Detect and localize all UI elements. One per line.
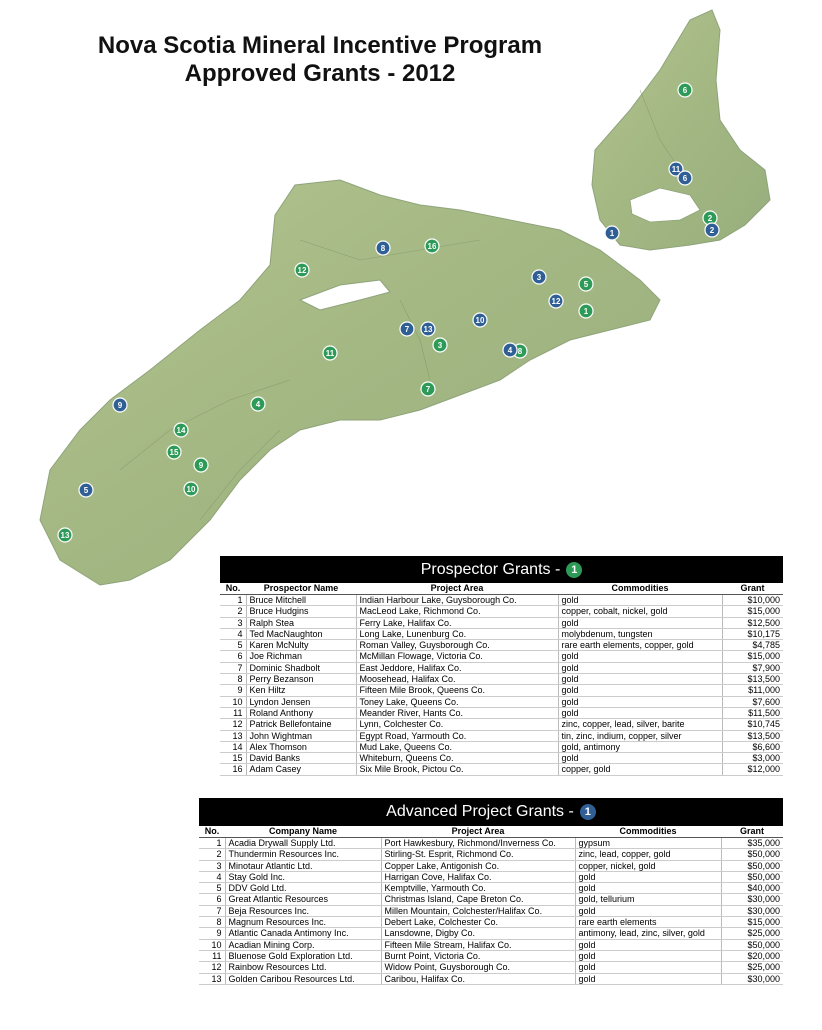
map-marker-prospector[interactable] [421,382,435,396]
cell-project-area: Toney Lake, Queens Co. [356,696,558,707]
table-row [199,928,783,939]
map-marker-label: 6 [682,174,688,183]
cell-project-area: Egypt Road, Yarmouth Co. [356,730,558,741]
cell-name: Alex Thomson [246,741,356,752]
cell-number: 4 [199,871,225,882]
cell-grant: $15,000 [722,606,783,617]
map-title [30,32,610,88]
map-marker-prospector[interactable] [579,277,593,291]
cell-name: Ted MacNaughton [246,628,356,639]
map-marker-label: 13 [423,325,433,334]
map-marker-label: 8 [517,347,523,356]
prospector-badge-icon: 1 [566,562,582,578]
cell-commodities: gold [575,883,721,894]
map-marker-prospector[interactable] [579,304,593,318]
cell-grant: $12,500 [722,617,783,628]
map-marker-advanced[interactable] [421,322,435,336]
advanced-grants-title: Advanced Project Grants - [386,803,574,820]
table-row [220,674,783,685]
cell-commodities: gold [558,651,722,662]
cell-number: 5 [199,883,225,894]
cell-project-area: Widow Point, Guysborough Co. [381,962,575,973]
table-row [220,696,783,707]
map-marker-prospector[interactable] [184,482,198,496]
cell-project-area: Roman Valley, Guysborough Co. [356,640,558,651]
table-row [220,617,783,628]
cell-number: 9 [220,685,246,696]
table-row [220,719,783,730]
cell-commodities: gold [558,662,722,673]
cell-number: 10 [199,939,225,950]
map-marker-label: 8 [380,244,386,253]
cell-commodities: gold, tellurium [575,894,721,905]
map-marker-advanced[interactable] [113,398,127,412]
cell-number: 8 [220,674,246,685]
map-marker-label: 7 [404,325,410,334]
cell-number: 5 [220,640,246,651]
table-row [199,883,783,894]
cell-grant: $25,000 [721,962,783,973]
cell-grant: $30,000 [721,973,783,984]
cell-commodities: gold [558,674,722,685]
table-row [199,905,783,916]
column-header: Grant [721,826,783,838]
cell-project-area: Caribou, Halifax Co. [381,973,575,984]
cell-number: 8 [199,917,225,928]
cell-grant: $50,000 [721,871,783,882]
column-header: No. [220,583,246,595]
cell-project-area: East Jeddore, Halifax Co. [356,662,558,673]
table-row [220,651,783,662]
cell-grant: $12,000 [722,764,783,775]
map-marker-label: 3 [437,341,443,350]
table-row [220,685,783,696]
cell-project-area: Lansdowne, Digby Co. [381,928,575,939]
cell-commodities: gold [575,962,721,973]
cell-name: Acadia Drywall Supply Ltd. [225,838,381,849]
cell-grant: $6,600 [722,741,783,752]
table-row [220,606,783,617]
table-row [220,741,783,752]
cell-commodities: copper, cobalt, nickel, gold [558,606,722,617]
cell-commodities: gold [575,973,721,984]
table-row [220,662,783,673]
cell-grant: $50,000 [721,860,783,871]
cell-number: 2 [199,849,225,860]
cell-number: 1 [220,595,246,606]
table-row [220,628,783,639]
column-header: No. [199,826,225,838]
advanced-badge-icon: 1 [580,804,596,820]
map-marker-label: 14 [176,426,186,435]
cell-name: Bluenose Gold Exploration Ltd. [225,950,381,961]
map-marker-label: 3 [536,273,542,282]
advanced-grants-header [199,798,783,826]
column-header: Prospector Name [246,583,356,595]
cell-project-area: Six Mile Brook, Pictou Co. [356,764,558,775]
cell-grant: $13,500 [722,730,783,741]
map-marker-label: 6 [682,86,688,95]
cell-project-area: Whiteburn, Queens Co. [356,753,558,764]
cell-number: 14 [220,741,246,752]
cell-number: 6 [199,894,225,905]
cell-grant: $30,000 [721,894,783,905]
map-marker-label: 2 [709,226,715,235]
table-row [199,849,783,860]
cell-commodities: gold, antimony [558,741,722,752]
map-marker-advanced[interactable] [376,241,390,255]
cell-commodities: gold [575,871,721,882]
column-header: Company Name [225,826,381,838]
prospector-grants-title: Prospector Grants - [420,560,561,578]
cell-grant: $35,000 [721,838,783,849]
cell-project-area: Ferry Lake, Halifax Co. [356,617,558,628]
cell-commodities: zinc, lead, copper, gold [575,849,721,860]
cell-project-area: Indian Harbour Lake, Guysborough Co. [356,595,558,606]
map-marker-label: 2 [707,214,713,223]
cell-project-area: Harrigan Cove, Halifax Co. [381,871,575,882]
map-marker-label: 1 [583,307,589,316]
cell-commodities: copper, gold [558,764,722,775]
cell-grant: $30,000 [721,905,783,916]
cell-number: 13 [199,973,225,984]
map-marker-label: 12 [297,266,307,275]
cell-number: 4 [220,628,246,639]
cell-grant: $4,785 [722,640,783,651]
cell-name: Magnum Resources Inc. [225,917,381,928]
map-marker-label: 11 [671,165,681,174]
cell-commodities: gold [575,950,721,961]
cell-number: 9 [199,928,225,939]
cell-number: 3 [220,617,246,628]
map-marker-advanced[interactable] [605,226,619,240]
map-marker-label: 9 [117,401,123,410]
cell-name: Bruce Hudgins [246,606,356,617]
map-marker-label: 13 [60,531,70,540]
cell-name: Ralph Stea [246,617,356,628]
cell-number: 10 [220,696,246,707]
cell-name: Adam Casey [246,764,356,775]
cell-name: Rainbow Resources Ltd. [225,962,381,973]
cell-grant: $10,745 [722,719,783,730]
column-header: Commodities [558,583,722,595]
cell-name: Ken Hiltz [246,685,356,696]
cell-number: 16 [220,764,246,775]
table-row [220,730,783,741]
cell-name: Beja Resources Inc. [225,905,381,916]
cell-number: 12 [199,962,225,973]
cell-project-area: Moosehead, Halifax Co. [356,674,558,685]
map-marker-label: 11 [325,349,335,358]
map-marker-advanced[interactable] [532,270,546,284]
map-marker-advanced[interactable] [400,322,414,336]
table-row [220,640,783,651]
map-marker-prospector[interactable] [58,528,72,542]
cell-commodities: gypsum [575,838,721,849]
cell-grant: $10,000 [722,595,783,606]
cell-name: DDV Gold Ltd. [225,883,381,894]
cell-commodities: rare earth elements [575,917,721,928]
cell-project-area: Meander River, Hants Co. [356,707,558,718]
prospector-grants-panel [220,556,783,776]
map-marker-prospector[interactable] [251,397,265,411]
cell-project-area: MacLeod Lake, Richmond Co. [356,606,558,617]
table-row [220,764,783,775]
map-marker-prospector[interactable] [323,346,337,360]
cell-name: John Wightman [246,730,356,741]
cell-grant: $40,000 [721,883,783,894]
cell-commodities: gold [558,595,722,606]
cell-commodities: gold [558,707,722,718]
cell-grant: $15,000 [721,917,783,928]
cell-name: Lyndon Jensen [246,696,356,707]
map-marker-prospector[interactable] [678,83,692,97]
map-marker-advanced[interactable] [705,223,719,237]
cell-project-area: Mud Lake, Queens Co. [356,741,558,752]
cell-number: 7 [220,662,246,673]
map-marker-label: 15 [169,448,179,457]
cell-grant: $13,500 [722,674,783,685]
cell-project-area: Copper Lake, Antigonish Co. [381,860,575,871]
table-row [199,973,783,984]
map-marker-prospector[interactable] [194,458,208,472]
table-row [220,707,783,718]
mainland-landmass [40,180,660,585]
cell-commodities: antimony, lead, zinc, silver, gold [575,928,721,939]
cell-number: 2 [220,606,246,617]
advanced-grants-panel [199,798,783,985]
cell-name: Minotaur Atlantic Ltd. [225,860,381,871]
map-marker-advanced[interactable] [549,294,563,308]
cell-name: Bruce Mitchell [246,595,356,606]
cell-grant: $25,000 [721,928,783,939]
cell-name: Perry Bezanson [246,674,356,685]
table-row [199,962,783,973]
cell-grant: $11,500 [722,707,783,718]
map-marker-label: 7 [425,385,431,394]
cell-commodities: gold [575,905,721,916]
title-line-1: Nova Scotia Mineral Incentive Program [97,32,543,59]
prospector-grants-table [220,583,783,776]
cell-grant: $3,000 [722,753,783,764]
map-marker-prospector[interactable] [295,263,309,277]
table-row [199,950,783,961]
cell-project-area: Debert Lake, Colchester Co. [381,917,575,928]
cell-name: Golden Caribou Resources Ltd. [225,973,381,984]
cell-name: David Banks [246,753,356,764]
cell-number: 1 [199,838,225,849]
map-marker-label: 5 [83,486,89,495]
cell-project-area: Fifteen Mile Stream, Halifax Co. [381,939,575,950]
cell-commodities: molybdenum, tungsten [558,628,722,639]
map-marker-label: 1 [609,229,615,238]
cell-number: 3 [199,860,225,871]
cell-grant: $10,175 [722,628,783,639]
map-marker-label: 9 [198,461,204,470]
table-row [220,595,783,606]
cell-name: Thundermin Resources Inc. [225,849,381,860]
map-marker-advanced[interactable] [678,171,692,185]
table-row [199,939,783,950]
cell-commodities: gold [558,753,722,764]
advanced-grants-table [199,826,783,985]
cell-project-area: Long Lake, Lunenburg Co. [356,628,558,639]
map-marker-prospector[interactable] [167,445,181,459]
cell-project-area: Fifteen Mile Brook, Queens Co. [356,685,558,696]
cell-project-area: McMillan Flowage, Victoria Co. [356,651,558,662]
cell-commodities: gold [558,617,722,628]
title-line-2: Approved Grants - 2012 [184,60,456,87]
map-marker-advanced[interactable] [503,343,517,357]
map-marker-label: 4 [507,346,513,355]
map-marker-prospector[interactable] [174,423,188,437]
cell-commodities: gold [575,939,721,950]
cell-grant: $11,000 [722,685,783,696]
table-row [199,871,783,882]
cell-grant: $7,600 [722,696,783,707]
cell-commodities: gold [558,696,722,707]
map-marker-label: 10 [475,316,485,325]
cell-name: Stay Gold Inc. [225,871,381,882]
map-marker-prospector[interactable] [433,338,447,352]
cell-name: Karen McNulty [246,640,356,651]
cell-project-area: Kemptville, Yarmouth Co. [381,883,575,894]
cell-commodities: rare earth elements, copper, gold [558,640,722,651]
table-row [220,753,783,764]
cell-number: 7 [199,905,225,916]
cell-project-area: Christmas Island, Cape Breton Co. [381,894,575,905]
cell-number: 12 [220,719,246,730]
cell-name: Great Atlantic Resources [225,894,381,905]
cell-grant: $50,000 [721,939,783,950]
column-header: Project Area [381,826,575,838]
map-marker-prospector[interactable] [425,239,439,253]
prospector-grants-header [220,556,783,583]
column-header: Project Area [356,583,558,595]
cell-project-area: Port Hawkesbury, Richmond/Inverness Co. [381,838,575,849]
table-row [199,917,783,928]
map-marker-label: 10 [186,485,196,494]
table-row [199,860,783,871]
map-marker-label: 12 [551,297,561,306]
cell-name: Dominic Shadbolt [246,662,356,673]
map-marker-label: 5 [583,280,589,289]
cell-number: 11 [199,950,225,961]
cell-commodities: zinc, copper, lead, silver, barite [558,719,722,730]
cell-grant: $15,000 [722,651,783,662]
cell-commodities: gold [558,685,722,696]
map-marker-advanced[interactable] [473,313,487,327]
cell-project-area: Stirling-St. Esprit, Richmond Co. [381,849,575,860]
cell-name: Patrick Bellefontaine [246,719,356,730]
cell-name: Acadian Mining Corp. [225,939,381,950]
map-marker-label: 4 [255,400,261,409]
cell-number: 13 [220,730,246,741]
cell-commodities: tin, zinc, indium, copper, silver [558,730,722,741]
cell-number: 6 [220,651,246,662]
cell-name: Joe Richman [246,651,356,662]
cell-project-area: Lynn, Colchester Co. [356,719,558,730]
cell-name: Atlantic Canada Antimony Inc. [225,928,381,939]
cell-commodities: copper, nickel, gold [575,860,721,871]
cell-grant: $20,000 [721,950,783,961]
cell-grant: $7,900 [722,662,783,673]
cell-name: Roland Anthony [246,707,356,718]
cell-number: 15 [220,753,246,764]
table-row [199,838,783,849]
column-header: Grant [722,583,783,595]
cell-project-area: Millen Mountain, Colchester/Halifax Co. [381,905,575,916]
map-marker-label: 16 [427,242,437,251]
table-row [199,894,783,905]
cell-grant: $50,000 [721,849,783,860]
cell-project-area: Burnt Point, Victoria Co. [381,950,575,961]
cell-number: 11 [220,707,246,718]
column-header: Commodities [575,826,721,838]
map-marker-advanced[interactable] [79,483,93,497]
